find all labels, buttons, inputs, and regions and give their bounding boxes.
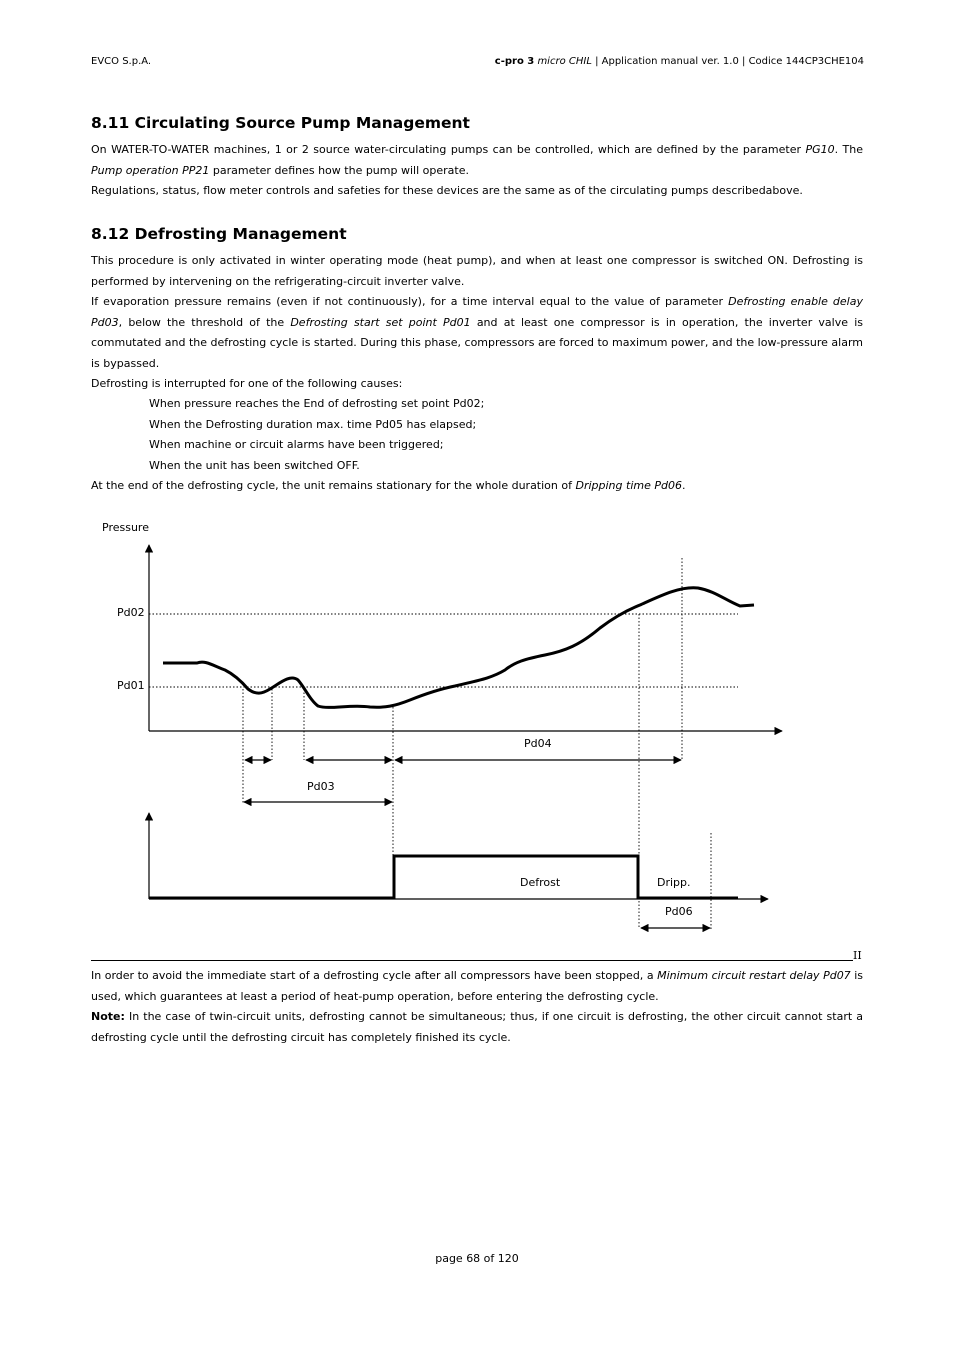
- rule-tail-text: II: [853, 949, 862, 962]
- text-run: parameter defines how the pump will operate.: [209, 163, 469, 177]
- header-manual-info: | Application manual ver. 1.0 | Codice 144CP3CHE104: [591, 56, 864, 67]
- note-text: In the case of twin-circuit units, defrosting cannot be simultaneous; thus, if one circuit is defrosting, the other circuit cannot start a defrosting cycle until the defrosting circuit has completely finished its cycle.: [91, 1010, 863, 1044]
- header-product-bold: c-pro 3: [494, 56, 535, 67]
- note-label: Note:: [91, 1010, 125, 1023]
- header-product-italic: micro CHIL: [534, 56, 592, 67]
- param-pd01: Defrosting start set point Pd01: [290, 315, 471, 329]
- section-divider-rule: [91, 960, 853, 961]
- header-company: EVCO S.p.A.: [91, 56, 152, 67]
- section-8-12-paragraph-1: This procedure is only activated in winter operating mode (heat pump), and when at least one compressor is switched ON. Defrosting is performed by intervening on the refrigerating-circuit inverter valve.: [91, 254, 863, 288]
- text-run: On WATER-TO-WATER machines, 1 or 2 source water-circulating pumps can be controlled, which are defined by the parameter: [91, 143, 806, 156]
- dripp-label: Dripp.: [657, 876, 691, 889]
- list-item: When pressure reaches the End of defrosting set point Pd02;: [149, 397, 485, 410]
- section-8-11-title: 8.11 Circulating Source Pump Management: [91, 114, 470, 132]
- text-run: is used, which guarantees at least a period of heat-pump operation, before entering the defrosting cycle.: [91, 969, 863, 1003]
- pd02-level-label: Pd02: [117, 606, 145, 619]
- pressure-curve: [163, 588, 754, 708]
- text-run: At the end of the defrosting cycle, the unit remains stationary for the whole duration of: [91, 479, 576, 492]
- pd01-level-label: Pd01: [117, 679, 145, 692]
- param-pg10: PG10: [805, 143, 835, 156]
- pd06-label: Pd06: [665, 905, 693, 918]
- list-item: When machine or circuit alarms have been triggered;: [149, 438, 444, 451]
- pd03-label: Pd03: [307, 780, 335, 793]
- param-pp21: Pump operation PP21: [91, 163, 210, 177]
- defrost-label: Defrost: [520, 876, 561, 889]
- text-run: If evaporation pressure remains (even if not continuously), for a time interval equal to the value of parameter: [91, 295, 729, 308]
- param-pd06: Dripping time Pd06: [575, 479, 682, 492]
- text-run: . The: [834, 143, 864, 156]
- list-item: When the unit has been switched OFF.: [149, 458, 360, 472]
- section-8-12-title: 8.12 Defrosting Management: [91, 225, 347, 243]
- page-number: page 68 of 120: [435, 1252, 519, 1265]
- text-run: .: [681, 479, 686, 492]
- section-8-11-paragraph-2: Regulations, status, flow meter controls and safeties for these devices are the same as of the circulating pumps describedabove.: [91, 184, 803, 197]
- defrost-state-waveform: [149, 856, 738, 898]
- list-item: When the Defrosting duration max. time Pd05 has elapsed;: [149, 417, 477, 431]
- section-8-12-paragraph-3: Defrosting is interrupted for one of the following causes:: [91, 377, 403, 390]
- pd04-label: Pd04: [524, 737, 552, 750]
- text-run: and at least one compressor is in operation, the inverter valve is commutated and the defrosting cycle is started. During this phase, compressors are forced to maximum power, and the low-pressure alarm is bypassed.: [91, 315, 863, 370]
- pressure-axis-label: Pressure: [102, 521, 149, 534]
- param-pd07: Minimum circuit restart delay Pd07: [657, 969, 851, 982]
- param-pd03: Defrosting enable delay Pd03: [91, 295, 863, 329]
- text-run: In order to avoid the immediate start of a defrosting cycle after all compressors have been stopped, a: [91, 969, 658, 982]
- text-run: , below the threshold of the: [118, 315, 291, 329]
